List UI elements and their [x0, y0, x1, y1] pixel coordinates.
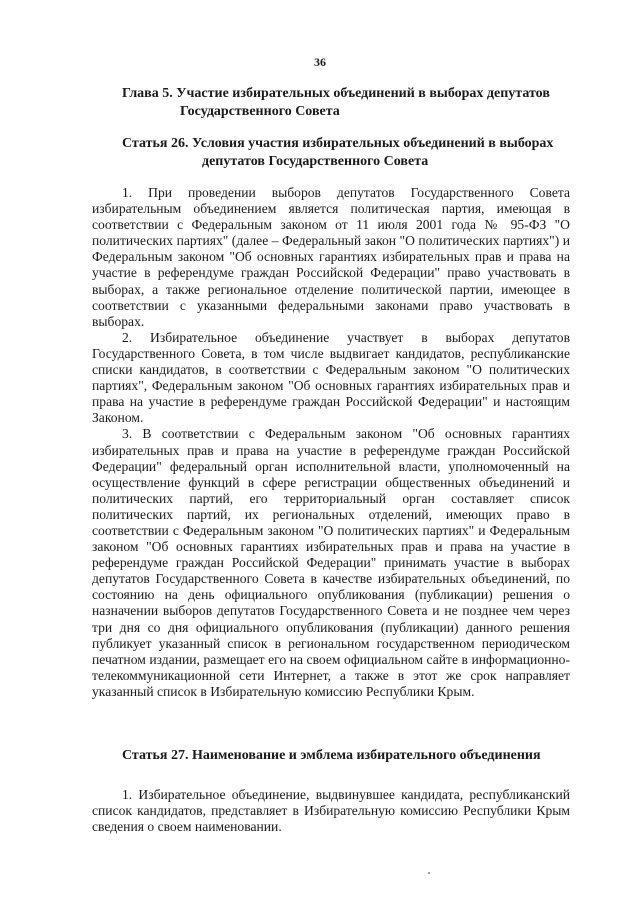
article-26-heading-line1: Статья 26. Условия участия избирательных объединений в выборах: [122, 136, 554, 151]
article-27-body: [92, 787, 570, 835]
article-26-paragraph-2: 2. Избирательное объединение участвует в выборах депутатов Государственного Совета, в том числе выдвигает кандидатов, республиканские списки кандидатов, в соответствии с Федеральным законом "О политических партиях", Федеральным законом "Об основных гарантиях избирательных прав и права на участие в референдуме граждан Российской Федерации" и настоящим Законом.: [92, 329, 570, 426]
chapter-heading: [122, 85, 550, 121]
chapter-heading-line2: Государственного Совета: [180, 104, 340, 119]
article-26-body: [92, 185, 570, 700]
page-number: 36: [314, 55, 326, 69]
article-26-heading-line2: депутатов Государственного Совета: [202, 154, 429, 169]
article-26-paragraph-1: 1. При проведении выборов депутатов Государственного Совета избирательным объединением является политическая партия, имеющая в соответствии с Федеральным законом от 11 июля 2001 года № 95-ФЗ "О политических партиях" (далее – Федеральный закон "О политических партиях") и Федеральным законом "Об основных гарантиях избирательных прав и права на участие в референдуме граждан Российской Федерации" право участвовать в выборах, а также региональное отделение политической партии, имеющее в соответствии с указанными федеральными законами право участвовать в выборах.: [92, 185, 570, 329]
scan-speck: [428, 872, 430, 874]
article-27-paragraph-1: 1. Избирательное объединение, выдвинувшее кандидата, республиканский список кандидатов, представляет в Избирательную комиссию Республики Крым сведения о своем наименовании.: [92, 787, 570, 835]
article-26-paragraph-3: 3. В соответствии с Федеральным законом "Об основных гарантиях избирательных прав и права на участие в референдуме граждан Российской Федерации" федеральный орган исполнительной власти, уполномоченный на осуществление функций в сфере регистрации общественных объединений и политических партий, его территориальный орган составляет список политических партий, их региональных отделений, имеющих право в соответствии с Федеральным законом "О политических партиях" и Федеральным законом "Об основных гарантиях избирательных прав и права на участие в референдуме граждан Российской Федерации" принимать участие в выборах депутатов Государственного Совета в качестве избирательных объединений, по состоянию на день официального опубликования (публикации) решения о назначении выборов депутатов Государственного Совета и не позднее чем через три дня со дня официального опубликования (публикации) данного решения публикует указанный список в региональном государственном периодическом печатном издании, размещает его на своем официальном сайте в информационно-телекоммуникационной сети Интернет, а также в этот же срок направляет указанный список в Избирательную комиссию Республики Крым.: [92, 426, 570, 699]
article-27-heading: Статья 27. Наименование и эмблема избирательного объединения: [122, 748, 541, 763]
article-26-heading: [122, 135, 553, 171]
chapter-heading-line1: Глава 5. Участие избирательных объединений в выборах депутатов: [122, 86, 550, 101]
